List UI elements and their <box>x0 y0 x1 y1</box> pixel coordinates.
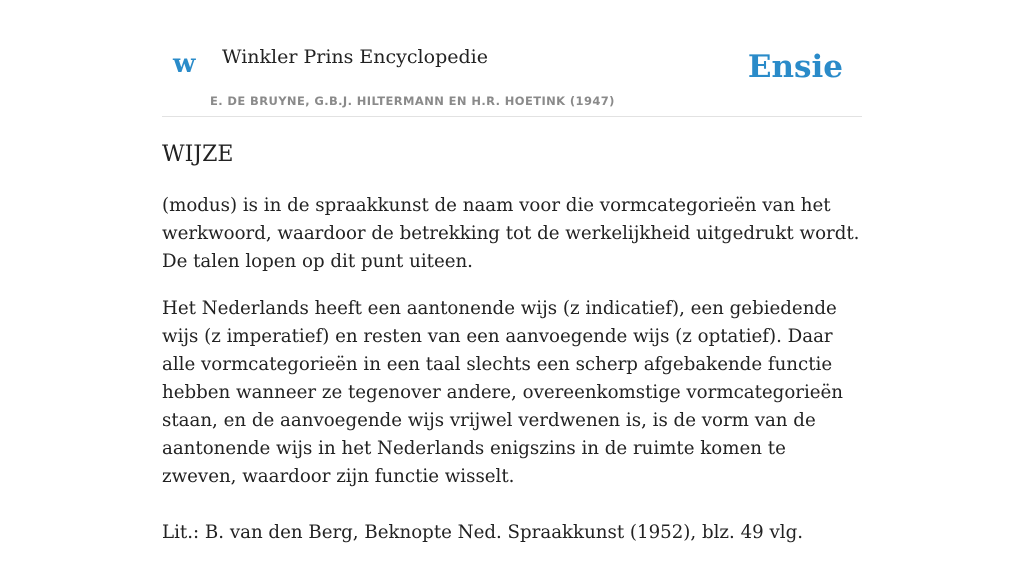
article-paragraph: (modus) is in de spraakkunst de naam voor die vormcategorieën van het werkwoord, waardoor de betrekking tot de werkelijkheid uitgedrukt wordt. De talen lopen op dit punt uiteen. <box>162 195 860 272</box>
source-title: Winkler Prins Encyclopedie <box>222 46 488 68</box>
article-paragraph: Het Nederlands heeft een aantonende wijs (z indicatief), een gebiedende wijs (z imperatief) en resten van een aanvoegende wijs (z optatief). Daar alle vormcategorieën in een taal slechts een scherp afgebakende functie hebben wanneer ze tegenover andere, overeenkomstige vormcategorieën staan, en de aanvoegende wijs vrijwel verdwenen is, is de vorm van de aantonende wijs in het Nederlands enigszins in de ruimte komen te zweven, waardoor zijn functie wisselt. <box>162 298 844 487</box>
ensie-brand-link[interactable]: Ensie <box>747 49 843 85</box>
source-authors: E. DE BRUYNE, G.B.J. HILTERMANN EN H.R. HOETINK (1947) <box>210 94 615 108</box>
literature-reference: Lit.: B. van den Berg, Beknopte Ned. Spraakkunst (1952), blz. 49 vlg. <box>162 522 804 543</box>
article-body <box>162 140 864 566</box>
site-header <box>162 0 862 117</box>
logo-w-icon[interactable]: w <box>173 49 196 79</box>
article-headword: WIJZE <box>162 142 234 167</box>
